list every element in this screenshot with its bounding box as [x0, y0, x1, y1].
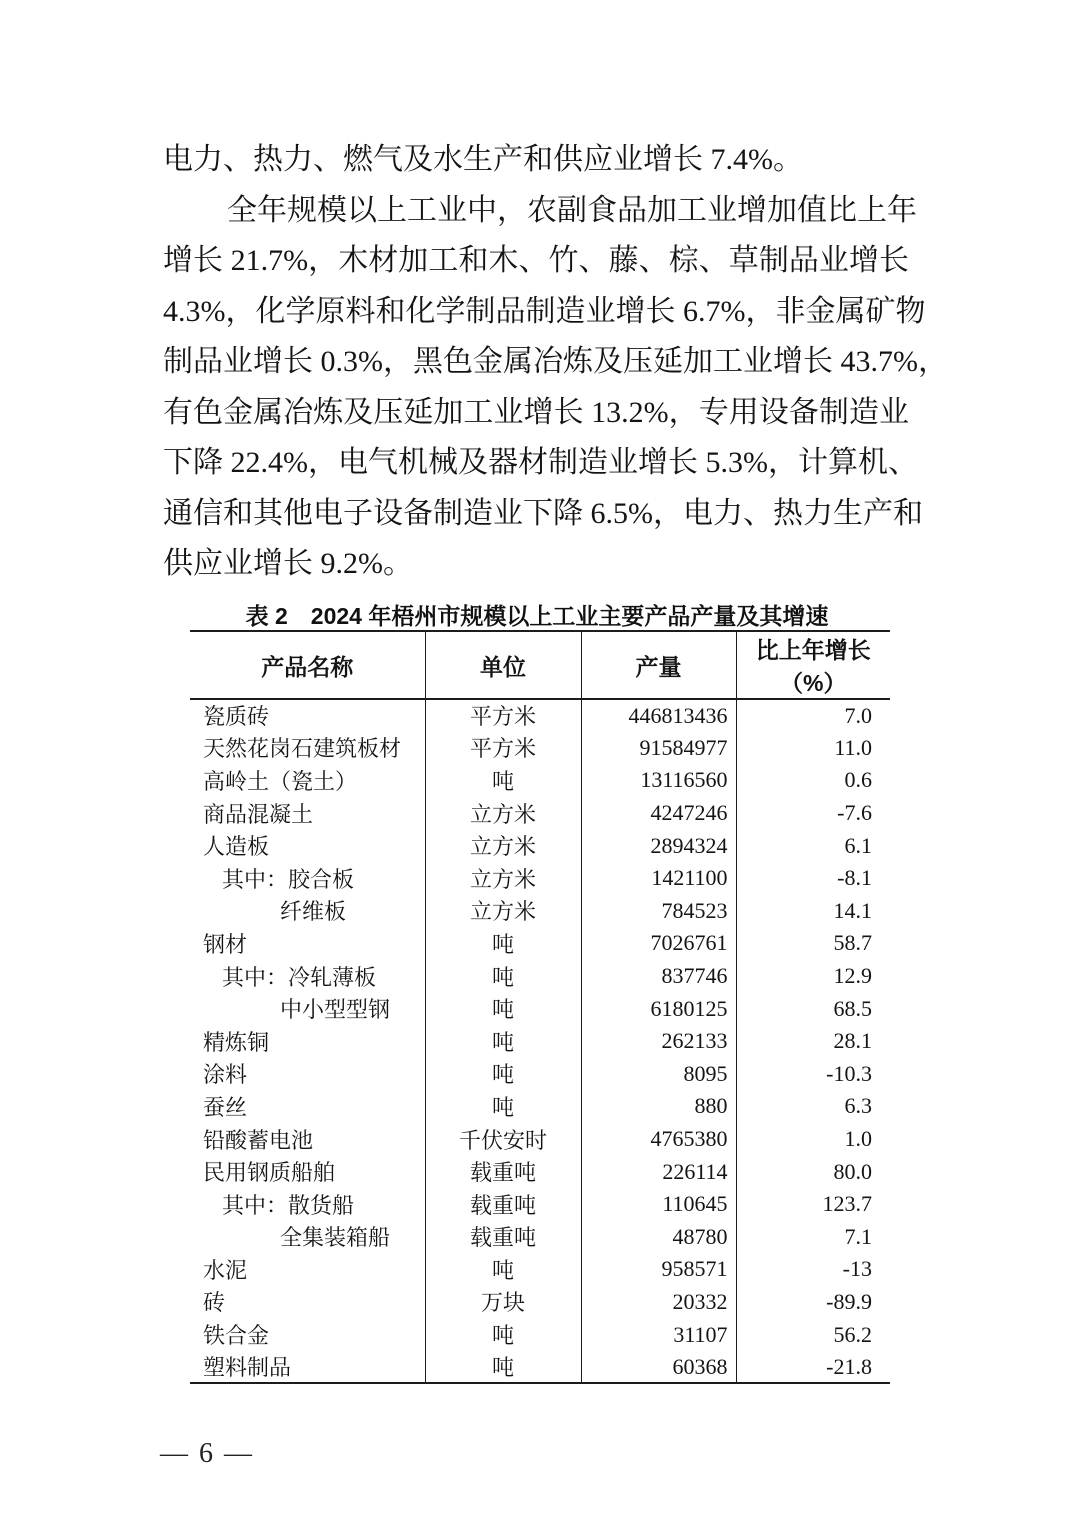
table-row: [190, 1351, 890, 1384]
text-line: 4.3%，化学原料和化学制品制造业增长 6.7%，非金属矿物: [163, 294, 926, 328]
product-name-cell: 水泥: [190, 1253, 425, 1286]
paragraph-lines: [163, 135, 948, 590]
growth-cell: 14.1: [833, 897, 872, 923]
product-name-cell: 其中：胶合板: [190, 862, 425, 895]
growth-cell: -21.8: [826, 1353, 872, 1379]
unit-cell: 吨: [425, 1253, 581, 1286]
product-name-cell: 铁合金: [190, 1318, 425, 1351]
output-cell: 446813436: [581, 699, 736, 732]
table-row: [190, 1155, 890, 1188]
header-growth: 比上年增长（%）: [736, 631, 890, 699]
growth-cell: 6.3: [844, 1093, 872, 1119]
output-cell: 1421100: [581, 862, 736, 895]
unit-cell: 平方米: [425, 732, 581, 765]
product-name-cell: 砖: [190, 1286, 425, 1319]
header-unit: 单位: [425, 631, 581, 699]
product-name-cell: 人造板: [190, 829, 425, 862]
unit-cell: 载重吨: [425, 1188, 581, 1221]
text-line: 全年规模以上工业中，农副食品加工业增加值比上年: [227, 193, 917, 227]
table-header-row: [190, 631, 890, 699]
unit-cell: 立方米: [425, 797, 581, 830]
table-row: [190, 764, 890, 797]
table-row: [190, 992, 890, 1025]
header-product-name: 产品名称: [190, 631, 425, 699]
product-name-cell: 铅酸蓄电池: [190, 1123, 425, 1156]
growth-cell: -89.9: [826, 1288, 872, 1314]
text-line: 供应业增长 9.2%。: [163, 547, 413, 580]
output-cell: 2894324: [581, 829, 736, 862]
table-row: [190, 699, 890, 732]
table-row: [190, 1318, 890, 1351]
output-cell: 7026761: [581, 927, 736, 960]
text-line: 电力、热力、燃气及水生产和供应业增长 7.4%。: [163, 143, 803, 176]
output-cell: 4247246: [581, 797, 736, 830]
product-name-cell: 纤维板: [190, 895, 425, 928]
table-row: [190, 1221, 890, 1254]
products-table: [190, 630, 890, 1384]
unit-cell: 吨: [425, 927, 581, 960]
unit-cell: 吨: [425, 1058, 581, 1091]
table-row: [190, 1188, 890, 1221]
product-name-cell: 涂料: [190, 1058, 425, 1091]
text-line: 制品业增长 0.3%，黑色金属冶炼及压延加工业增长 43.7%，: [163, 345, 948, 378]
table-row: [190, 1253, 890, 1286]
table-row: [190, 732, 890, 765]
table-row: [190, 829, 890, 862]
unit-cell: 千伏安时: [425, 1123, 581, 1156]
product-name-cell: 民用钢质船舶: [190, 1155, 425, 1188]
unit-cell: 立方米: [425, 895, 581, 928]
unit-cell: 万块: [425, 1286, 581, 1319]
table-row: [190, 1090, 890, 1123]
output-cell: 110645: [581, 1188, 736, 1221]
text-line: 增长 21.7%，木材加工和木、竹、藤、棕、草制品业增长: [163, 244, 909, 277]
output-cell: 6180125: [581, 992, 736, 1025]
growth-cell: 68.5: [833, 995, 872, 1021]
growth-cell: 56.2: [833, 1321, 872, 1347]
output-cell: 31107: [581, 1318, 736, 1351]
product-name-cell: 中小型型钢: [190, 992, 425, 1025]
product-name-cell: 其中：冷轧薄板: [190, 960, 425, 993]
table-row: [190, 1123, 890, 1156]
growth-cell: 58.7: [833, 930, 872, 956]
page-number-footer: — 6 —: [160, 1438, 254, 1469]
output-cell: 784523: [581, 895, 736, 928]
product-name-cell: 瓷质砖: [190, 699, 425, 732]
table-row: [190, 862, 890, 895]
text-line: 通信和其他电子设备制造业下降 6.5%，电力、热力生产和: [163, 496, 923, 530]
unit-cell: 立方米: [425, 862, 581, 895]
output-cell: 262133: [581, 1025, 736, 1058]
growth-cell: -8.1: [837, 865, 872, 891]
growth-cell: 123.7: [822, 1191, 872, 1217]
table-row: [190, 927, 890, 960]
growth-cell: 7.1: [844, 1223, 872, 1249]
unit-cell: 吨: [425, 1025, 581, 1058]
output-cell: 4765380: [581, 1123, 736, 1156]
growth-cell: 6.1: [844, 832, 872, 858]
product-name-cell: 塑料制品: [190, 1351, 425, 1384]
table-row: [190, 960, 890, 993]
unit-cell: 吨: [425, 1090, 581, 1123]
table-row: [190, 1025, 890, 1058]
output-cell: 837746: [581, 960, 736, 993]
output-cell: 60368: [581, 1351, 736, 1384]
unit-cell: 吨: [425, 960, 581, 993]
growth-cell: 80.0: [833, 1158, 872, 1184]
output-cell: 13116560: [581, 764, 736, 797]
product-name-cell: 蚕丝: [190, 1090, 425, 1123]
table-title: 表 2 2024 年梧州市规模以上工业主要产品产量及其增速: [245, 603, 829, 629]
output-cell: 8095: [581, 1058, 736, 1091]
product-name-cell: 精炼铜: [190, 1025, 425, 1058]
product-name-cell: 其中：散货船: [190, 1188, 425, 1221]
product-name-cell: 商品混凝土: [190, 797, 425, 830]
growth-cell: 28.1: [833, 1028, 872, 1054]
output-cell: 91584977: [581, 732, 736, 765]
output-cell: 958571: [581, 1253, 736, 1286]
table-row: [190, 895, 890, 928]
unit-cell: 吨: [425, 1351, 581, 1384]
growth-cell: -13: [842, 1256, 872, 1282]
output-cell: 20332: [581, 1286, 736, 1319]
unit-cell: 立方米: [425, 829, 581, 862]
text-line: 下降 22.4%，电气机械及器材制造业增长 5.3%，计算机、: [163, 446, 918, 479]
growth-cell: -10.3: [826, 1060, 872, 1086]
output-cell: 226114: [581, 1155, 736, 1188]
growth-cell: -7.6: [837, 800, 872, 826]
text-line: 有色金属冶炼及压延加工业增长 13.2%，专用设备制造业: [163, 395, 909, 429]
growth-cell: 1.0: [844, 1126, 872, 1152]
product-name-cell: 钢材: [190, 927, 425, 960]
output-cell: 48780: [581, 1221, 736, 1254]
unit-cell: 吨: [425, 992, 581, 1025]
unit-cell: 吨: [425, 1318, 581, 1351]
output-cell: 880: [581, 1090, 736, 1123]
product-name-cell: 天然花岗石建筑板材: [190, 732, 425, 765]
product-name-cell: 高岭土（瓷土）: [190, 764, 425, 797]
unit-cell: 吨: [425, 764, 581, 797]
table-body: [190, 699, 890, 1383]
growth-cell: 0.6: [844, 767, 872, 793]
product-name-cell: 全集装箱船: [190, 1221, 425, 1254]
unit-cell: 平方米: [425, 699, 581, 732]
unit-cell: 载重吨: [425, 1221, 581, 1254]
table-row: [190, 1286, 890, 1319]
header-output: 产量: [581, 631, 736, 699]
table-row: [190, 797, 890, 830]
growth-cell: 11.0: [834, 734, 872, 760]
unit-cell: 载重吨: [425, 1155, 581, 1188]
growth-cell: 12.9: [833, 963, 872, 989]
table-row: [190, 1058, 890, 1091]
growth-cell: 7.0: [844, 702, 872, 728]
